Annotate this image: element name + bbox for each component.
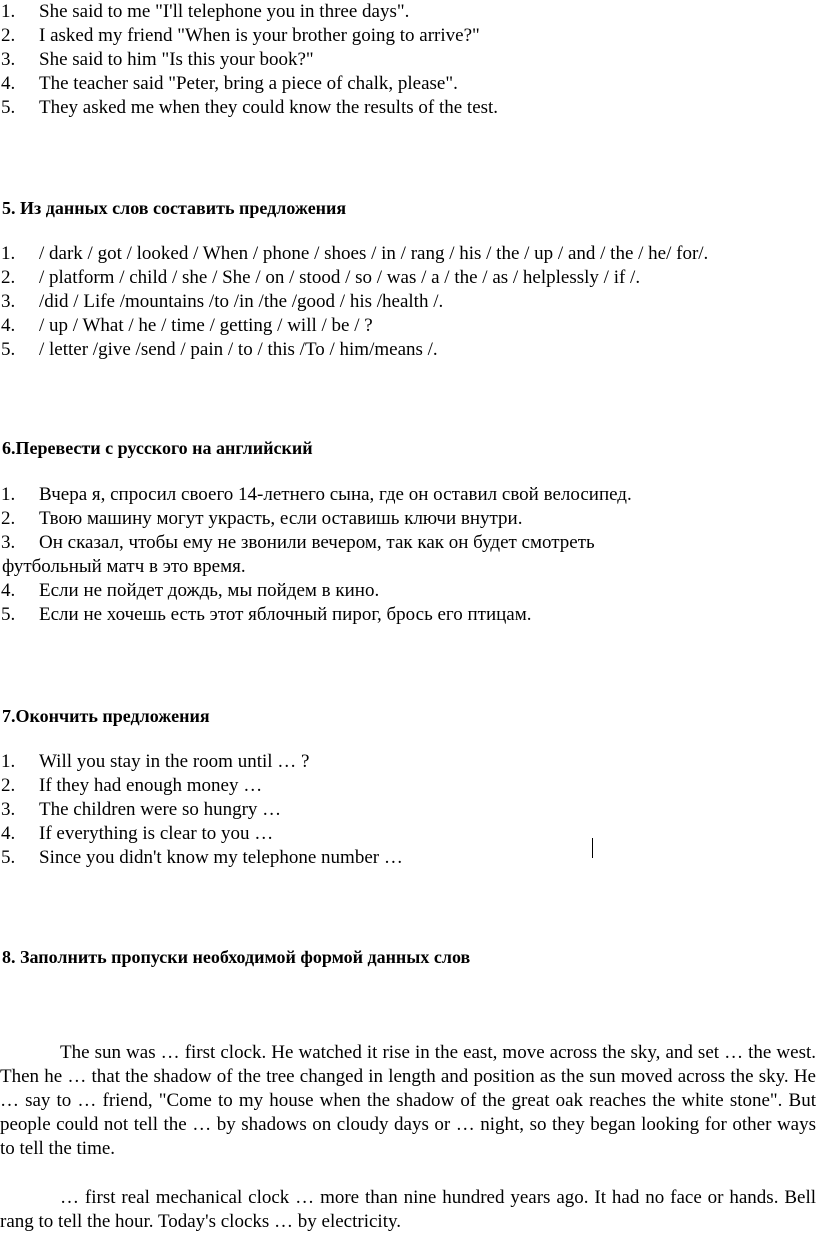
list-item-number: 2. — [1, 508, 16, 529]
list-item — [0, 242, 816, 266]
list-item-number: 3. — [1, 49, 16, 70]
list-item-number: 3. — [1, 532, 16, 553]
text-cursor — [592, 838, 593, 858]
list-item-text: /did / Life /mountains /to /in /the /good / his /health /. — [39, 291, 444, 312]
list-item-text: Вчера я, спросил своего 14-летнего сына, где он оставил свой велосипед. — [39, 484, 632, 505]
list-item — [0, 338, 816, 362]
list-item-number: 5. — [1, 847, 16, 868]
list-item-number: 5. — [1, 339, 16, 360]
list-item-text: Если не хочешь есть этот яблочный пирог, брось его птицам. — [39, 604, 532, 625]
list-item — [0, 750, 816, 774]
list-item-text: / platform / child / she / She / on / stood / so / was / a / the / as / helplessly / if /. — [39, 267, 641, 288]
list-item — [0, 48, 816, 72]
list-item-text: футбольный матч в это время. — [2, 556, 246, 577]
list-item — [0, 822, 816, 846]
list-item-text: Will you stay in the room until … ? — [39, 751, 310, 772]
list-item-number: 3. — [1, 291, 16, 312]
list-item-text: She said to me "I'll telephone you in three days". — [39, 1, 410, 22]
list-item-text: She said to him "Is this your book?" — [39, 49, 314, 70]
list-item-text: Твою машину могут украсть, если оставишь ключи внутри. — [39, 508, 523, 529]
list-item-text: / letter /give /send / pain / to / this /To / him/means /. — [39, 339, 438, 360]
list-item-text: Если не пойдет дождь, мы пойдем в кино. — [39, 580, 380, 601]
list-item — [0, 798, 816, 822]
list-item-number: 2. — [1, 775, 16, 796]
list-item — [0, 483, 816, 507]
list-item-text: / dark / got / looked / When / phone / shoes / in / rang / his / the / up / and / the / he/ for/. — [39, 243, 709, 264]
section6-list — [0, 483, 816, 627]
list-item-number: 3. — [1, 799, 16, 820]
section8-heading: 8. Заполнить пропуски необходимой формой данных слов — [2, 947, 471, 967]
list-item-number: 4. — [1, 823, 16, 844]
section8-paragraph-2: … first real mechanical clock … more than nine hundred years ago. It had no face or hands. Bell rang to tell the hour. Today's clocks … by electricity. — [0, 1187, 816, 1232]
list-item — [0, 96, 816, 120]
list-item-text: If everything is clear to you … — [39, 823, 274, 844]
list-item-number: 1. — [1, 243, 16, 264]
list-item-text: They asked me when they could know the results of the test. — [39, 97, 499, 118]
list-item — [0, 0, 816, 24]
section7-heading: 7.Окончить предложения — [2, 706, 210, 726]
list-item-text: If they had enough money … — [39, 775, 263, 796]
list-item-number: 1. — [1, 1, 16, 22]
list-item — [0, 24, 816, 48]
list-item-text: / up / What / he / time / getting / will / be / ? — [39, 315, 373, 336]
list-item-text: Since you didn't know my telephone number … — [39, 847, 403, 868]
section7-list-block — [0, 750, 816, 870]
section4-list-block — [0, 0, 816, 120]
list-item-number: 5. — [1, 97, 16, 118]
section6-heading: 6.Перевести с русского на английский — [2, 438, 313, 458]
list-item-number: 5. — [1, 604, 16, 625]
list-item-number: 1. — [1, 751, 16, 772]
section8-paragraph-1: The sun was … first clock. He watched it rise in the east, move across the sky, and set … the west. Then he … that the shadow of the tree changed in length and position as the sun moved across the sky. He … say to … friend, "Come to my house when the shadow of the great oak reaches the white stone". But people could not tell the … by shadows on cloudy days or … night, so they began looking for other ways to tell the time. — [0, 1042, 816, 1159]
list-item — [0, 579, 816, 603]
section5-list-block — [0, 242, 816, 362]
list-item-text: The children were so hungry … — [39, 799, 282, 820]
list-item-text: Он сказал, чтобы ему не звонили вечером, так как он будет смотреть — [39, 532, 595, 553]
list-item — [0, 290, 816, 314]
list-item-number: 2. — [1, 25, 16, 46]
list-item-text: I asked my friend "When is your brother going to arrive?" — [39, 25, 480, 46]
list-item-continuation — [0, 555, 816, 579]
list-item-text: The teacher said "Peter, bring a piece of chalk, please". — [39, 73, 458, 94]
list-item — [0, 72, 816, 96]
list-item — [0, 603, 816, 627]
list-item — [0, 774, 816, 798]
list-item — [0, 531, 816, 555]
list-item-number: 4. — [1, 315, 16, 336]
section6-list-block — [0, 483, 816, 627]
section5-heading: 5. Из данных слов составить предложения — [2, 198, 347, 218]
section7-list — [0, 750, 816, 870]
list-item — [0, 266, 816, 290]
section5-list — [0, 242, 816, 362]
section4-list — [0, 0, 816, 120]
list-item — [0, 846, 816, 870]
list-item — [0, 314, 816, 338]
list-item-number: 4. — [1, 580, 16, 601]
list-item-number: 2. — [1, 267, 16, 288]
list-item — [0, 507, 816, 531]
list-item-number: 4. — [1, 73, 16, 94]
list-item-number: 1. — [1, 484, 16, 505]
